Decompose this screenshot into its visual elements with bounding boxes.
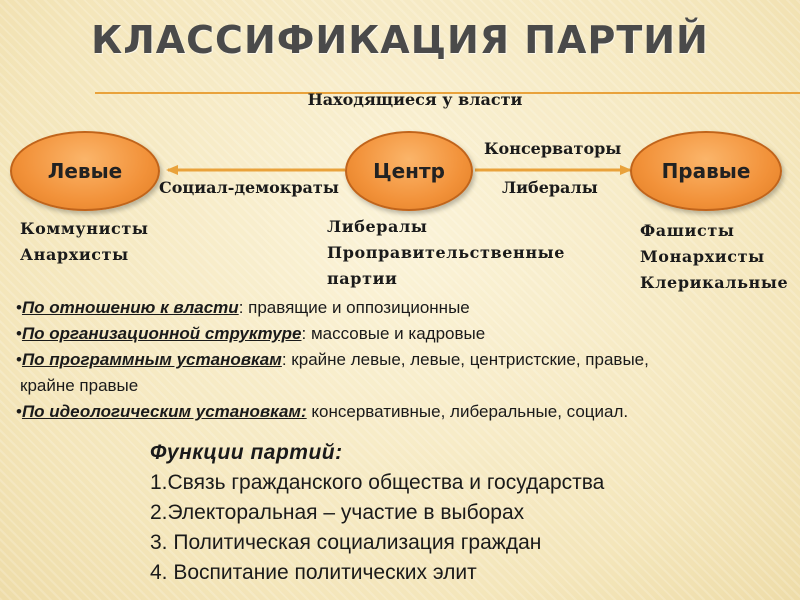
criteria-text: правящие и оппозиционные — [248, 298, 470, 317]
node-left-label: Левые — [47, 159, 123, 183]
criteria-list — [16, 295, 791, 425]
group-left-item: Коммунисты — [20, 219, 149, 238]
group-center — [327, 214, 565, 292]
function-item: 2.Электоральная – участие в выборах — [150, 501, 525, 524]
node-right-label: Правые — [661, 159, 751, 183]
node-center — [345, 131, 473, 211]
criteria-sep: : — [301, 324, 311, 343]
criteria-item: •По программным установкам: крайне левые, левые, центристские, правые, — [16, 350, 649, 369]
edge-label-liberals: Либералы — [502, 178, 598, 197]
node-center-label: Центр — [373, 159, 445, 183]
group-right-item: Фашисты — [640, 221, 735, 240]
group-left-item: Анархисты — [20, 245, 129, 264]
group-right — [640, 218, 788, 296]
criteria-item: •По отношению к власти: правящие и оппозиционные — [16, 298, 470, 317]
criteria-sep: : — [238, 298, 249, 317]
criteria-key: По организационной структуре — [21, 324, 302, 343]
edge-label-social-democrats: Социал-демократы — [159, 178, 339, 197]
function-item: 1.Связь гражданского общества и государства — [150, 471, 605, 494]
functions-heading: Функции партий: — [150, 441, 343, 464]
group-left — [20, 216, 149, 268]
criteria-continuation: крайне правые — [20, 376, 139, 395]
group-center-item: Проправительственные — [327, 243, 566, 262]
criteria-sep: : — [281, 350, 292, 369]
top-label: Находящиеся у власти — [307, 90, 523, 109]
group-right-item: Клерикальные — [640, 273, 789, 292]
group-right-item: Монархисты — [640, 247, 765, 266]
node-left — [10, 131, 160, 211]
criteria-text: крайне левые, левые, центристские, правые, — [291, 350, 649, 369]
criteria-item: •По организационной структуре: массовые и кадровые — [16, 324, 486, 343]
criteria-text: массовые и кадровые — [310, 324, 486, 343]
node-right — [630, 131, 782, 211]
function-item: 3. Политическая социализация граждан — [150, 531, 542, 554]
edge-label-conservatives: Консерваторы — [484, 139, 622, 158]
group-center-item: партии — [327, 269, 398, 288]
group-center-item: Либералы — [327, 217, 428, 236]
page-title: КЛАССИФИКАЦИЯ ПАРТИЙ — [91, 18, 709, 62]
criteria-key: По отношению к власти — [21, 298, 239, 317]
criteria-key: По программным установкам — [21, 350, 282, 369]
criteria-key: По идеологическим установкам: — [21, 402, 307, 421]
function-item: 4. Воспитание политических элит — [150, 561, 477, 584]
criteria-item: •По идеологическим установкам: консервативные, либеральные, социал. — [16, 402, 629, 421]
functions-block — [150, 438, 790, 588]
criteria-text: консервативные, либеральные, социал. — [311, 402, 629, 421]
